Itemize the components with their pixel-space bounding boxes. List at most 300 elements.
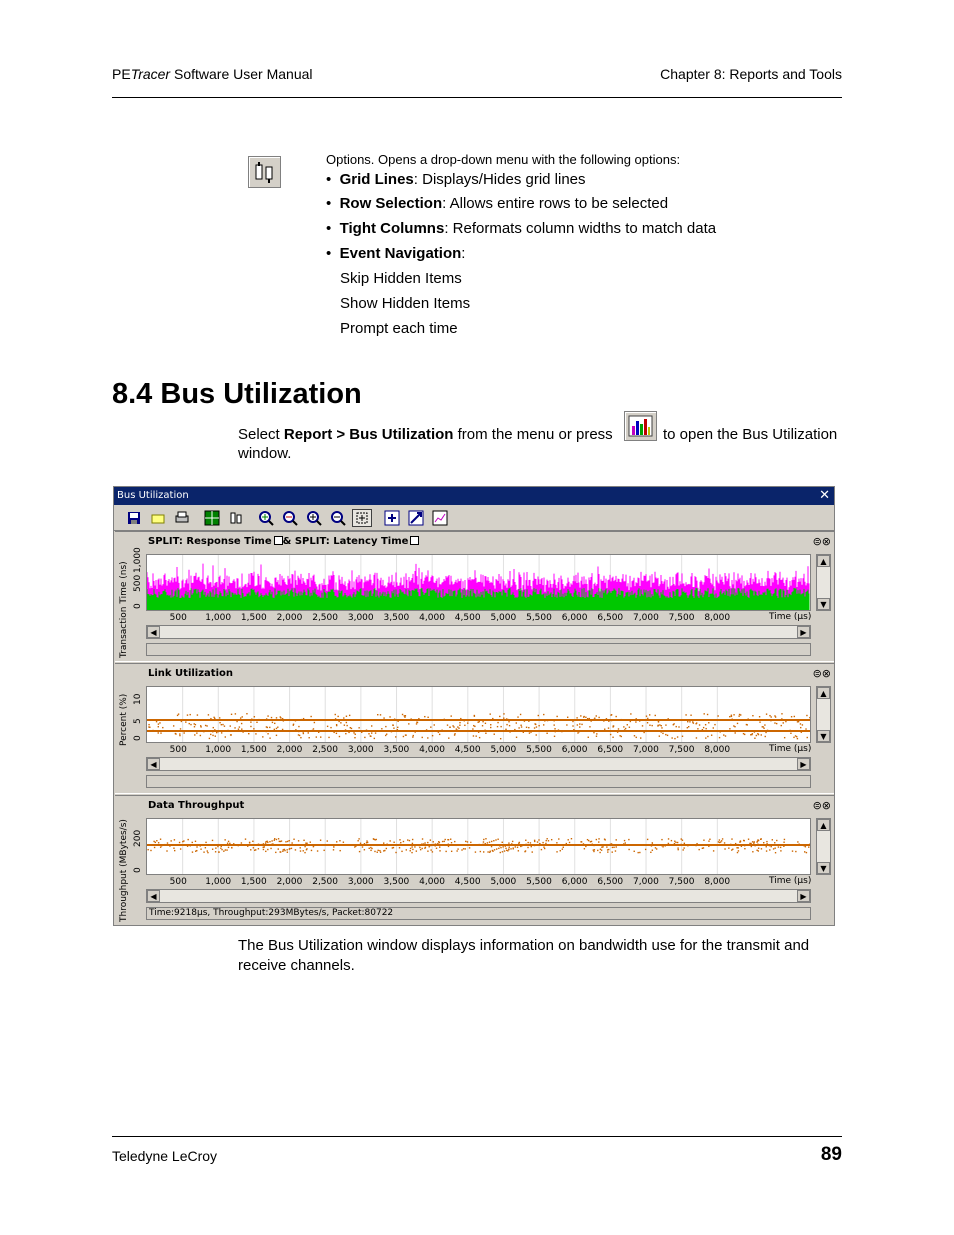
- data-point: [607, 851, 608, 852]
- data-point: [528, 727, 529, 728]
- x-tick-label: 3,500: [383, 613, 410, 623]
- data-point: [275, 852, 276, 853]
- data-point: [593, 732, 594, 733]
- data-point: [276, 717, 277, 718]
- data-point: [182, 841, 183, 842]
- options-toolbar-icon[interactable]: [226, 509, 246, 527]
- data-point: [780, 850, 781, 851]
- data-point: [430, 726, 431, 727]
- data-point: [623, 726, 624, 727]
- scroll-left-icon[interactable]: ◀: [147, 758, 160, 770]
- data-point: [284, 730, 285, 731]
- data-point: [231, 714, 232, 715]
- scroll-right-icon[interactable]: ▶: [797, 758, 810, 770]
- scroll-down-icon[interactable]: ▼: [817, 598, 830, 610]
- data-point: [192, 851, 193, 852]
- data-point: [258, 719, 259, 720]
- view-icon[interactable]: [202, 509, 222, 527]
- data-point: [658, 721, 659, 722]
- data-point: [422, 838, 423, 839]
- data-point: [179, 842, 180, 843]
- data-point: [608, 727, 609, 728]
- data-point: [608, 721, 609, 722]
- data-point: [467, 841, 468, 842]
- data-point: [385, 726, 386, 727]
- data-point: [707, 714, 708, 715]
- data-point: [254, 716, 255, 717]
- scroll-left-icon[interactable]: ◀: [147, 626, 160, 638]
- x-tick-label: 6,500: [597, 745, 624, 755]
- data-point: [451, 842, 452, 843]
- x-tick-label: 1,500: [240, 745, 267, 755]
- plot-area[interactable]: [146, 818, 811, 875]
- data-point: [515, 846, 516, 847]
- data-point: [762, 726, 763, 727]
- data-point: [665, 845, 666, 846]
- data-point: [255, 849, 256, 850]
- data-point: [173, 725, 174, 726]
- plot-svg: [147, 555, 810, 610]
- data-point: [253, 728, 254, 729]
- data-point: [159, 722, 160, 723]
- data-point: [769, 849, 770, 850]
- open-icon[interactable]: [148, 509, 168, 527]
- data-point: [328, 737, 329, 738]
- horizontal-scrollbar[interactable]: [146, 625, 811, 639]
- data-point: [246, 713, 247, 714]
- data-point: [248, 733, 249, 734]
- data-point: [366, 729, 367, 730]
- data-point: [789, 730, 790, 731]
- data-point: [510, 848, 511, 849]
- data-point: [474, 715, 475, 716]
- data-point: [395, 720, 396, 721]
- data-point: [212, 849, 213, 850]
- zoom-in-x-icon[interactable]: [304, 509, 324, 527]
- data-point: [429, 846, 430, 847]
- vertical-scrollbar[interactable]: [816, 686, 831, 743]
- print-icon[interactable]: [172, 509, 192, 527]
- data-point: [598, 717, 599, 718]
- data-point: [801, 732, 802, 733]
- data-point: [377, 852, 378, 853]
- data-point: [364, 843, 365, 844]
- data-point: [724, 842, 725, 843]
- scroll-right-icon[interactable]: ▶: [797, 626, 810, 638]
- data-point: [555, 731, 556, 732]
- plot-svg: [147, 687, 810, 742]
- data-point: [610, 734, 611, 735]
- data-point: [412, 849, 413, 850]
- data-point: [370, 735, 371, 736]
- data-point: [156, 840, 157, 841]
- data-point: [752, 733, 753, 734]
- data-point: [430, 839, 431, 840]
- data-point: [671, 840, 672, 841]
- data-point: [566, 724, 567, 725]
- data-point: [682, 736, 683, 737]
- data-point: [730, 844, 731, 845]
- data-point: [265, 842, 266, 843]
- data-point: [424, 842, 425, 843]
- scroll-left-icon[interactable]: ◀: [147, 890, 160, 902]
- data-point: [625, 728, 626, 729]
- data-point: [266, 726, 267, 727]
- data-point: [267, 733, 268, 734]
- plot-svg: [147, 819, 810, 874]
- data-point: [684, 719, 685, 720]
- data-point: [661, 845, 662, 846]
- data-point: [305, 843, 306, 844]
- horizontal-scrollbar[interactable]: [146, 757, 811, 771]
- data-point: [238, 845, 239, 846]
- data-point: [303, 733, 304, 734]
- data-point: [411, 852, 412, 853]
- data-point: [517, 716, 518, 717]
- data-point: [411, 846, 412, 847]
- data-point: [642, 730, 643, 731]
- data-point: [503, 717, 504, 718]
- data-point: [780, 847, 781, 848]
- data-point: [587, 718, 588, 719]
- fit-icon[interactable]: [382, 509, 402, 527]
- panel-controls[interactable]: ⊜⊗: [812, 799, 831, 812]
- data-point: [317, 850, 318, 851]
- data-point: [299, 735, 300, 736]
- data-point: [670, 731, 671, 732]
- data-point: [543, 846, 544, 847]
- data-point: [492, 851, 493, 852]
- data-point: [655, 847, 656, 848]
- data-point: [766, 713, 767, 714]
- data-point: [320, 840, 321, 841]
- data-point: [806, 852, 807, 853]
- data-point: [459, 731, 460, 732]
- data-point: [439, 734, 440, 735]
- data-point: [705, 728, 706, 729]
- data-point: [611, 843, 612, 844]
- data-point: [241, 728, 242, 729]
- data-point: [507, 719, 508, 720]
- close-icon[interactable]: ✕: [819, 488, 830, 503]
- data-point: [577, 732, 578, 733]
- scroll-down-icon[interactable]: ▼: [817, 862, 830, 874]
- data-point: [432, 851, 433, 852]
- data-point: [738, 715, 739, 716]
- scroll-up-icon[interactable]: ▲: [817, 555, 830, 567]
- vertical-scrollbar[interactable]: [816, 554, 831, 611]
- data-point: [177, 715, 178, 716]
- data-point: [529, 732, 530, 733]
- panel-controls[interactable]: ⊜⊗: [812, 535, 831, 548]
- data-point: [512, 841, 513, 842]
- data-point: [624, 840, 625, 841]
- data-point: [392, 725, 393, 726]
- data-point: [404, 715, 405, 716]
- data-point: [647, 722, 648, 723]
- data-point: [774, 722, 775, 723]
- data-point: [781, 718, 782, 719]
- data-point: [276, 839, 277, 840]
- data-point: [215, 735, 216, 736]
- data-point: [413, 735, 414, 736]
- data-point: [158, 842, 159, 843]
- data-point: [267, 715, 268, 716]
- data-point: [403, 841, 404, 842]
- data-point: [497, 726, 498, 727]
- data-point: [422, 737, 423, 738]
- data-point: [450, 839, 451, 840]
- data-point: [282, 718, 283, 719]
- data-point: [707, 736, 708, 737]
- data-point: [373, 838, 374, 839]
- data-point: [303, 718, 304, 719]
- collapse-icon[interactable]: [410, 536, 419, 545]
- data-point: [615, 850, 616, 851]
- data-point: [483, 839, 484, 840]
- data-point: [183, 844, 184, 845]
- scroll-up-icon[interactable]: ▲: [817, 687, 830, 699]
- data-point: [223, 850, 224, 851]
- data-point: [497, 839, 498, 840]
- data-point: [677, 842, 678, 843]
- data-point: [758, 734, 759, 735]
- data-point: [291, 842, 292, 843]
- data-point: [708, 722, 709, 723]
- data-point: [791, 716, 792, 717]
- graph-icon[interactable]: [430, 509, 450, 527]
- panel-controls[interactable]: ⊜⊗: [812, 667, 831, 680]
- data-point: [651, 845, 652, 846]
- data-point: [235, 713, 236, 714]
- data-point: [660, 731, 661, 732]
- data-point: [744, 848, 745, 849]
- data-point: [500, 726, 501, 727]
- data-point: [722, 838, 723, 839]
- data-point: [348, 732, 349, 733]
- data-point: [645, 849, 646, 850]
- x-tick-label: 7,500: [668, 745, 695, 755]
- data-point: [606, 730, 607, 731]
- scroll-up-icon[interactable]: ▲: [817, 819, 830, 831]
- save-icon[interactable]: [124, 509, 144, 527]
- data-point: [371, 848, 372, 849]
- data-point: [339, 736, 340, 737]
- x-tick-label: 5,000: [490, 613, 517, 623]
- data-point: [220, 719, 221, 720]
- data-point: [569, 842, 570, 843]
- data-point: [720, 841, 721, 842]
- data-point: [751, 846, 752, 847]
- data-point: [598, 838, 599, 839]
- select-icon[interactable]: [352, 509, 372, 527]
- data-point: [397, 727, 398, 728]
- data-point: [206, 725, 207, 726]
- data-point: [314, 722, 315, 723]
- y-axis-label: Throughput (MBytes/s): [119, 819, 129, 922]
- data-point: [298, 726, 299, 727]
- data-point: [703, 727, 704, 728]
- data-point: [667, 735, 668, 736]
- data-point: [221, 724, 222, 725]
- scroll-right-icon[interactable]: ▶: [797, 890, 810, 902]
- data-point: [525, 840, 526, 841]
- data-point: [509, 847, 510, 848]
- data-point: [487, 842, 488, 843]
- data-point: [652, 850, 653, 851]
- data-point: [435, 845, 436, 846]
- data-point: [494, 849, 495, 850]
- data-point: [639, 852, 640, 853]
- data-point: [577, 724, 578, 725]
- data-point: [525, 844, 526, 845]
- data-point: [784, 737, 785, 738]
- status-bar: Time:9218µs, Throughput:293MBytes/s, Packet:80722: [146, 907, 811, 920]
- data-point: [337, 716, 338, 717]
- data-point: [469, 847, 470, 848]
- data-point: [689, 721, 690, 722]
- scroll-down-icon[interactable]: ▼: [817, 730, 830, 742]
- data-point: [249, 842, 250, 843]
- data-point: [784, 839, 785, 840]
- data-point: [310, 716, 311, 717]
- data-point: [242, 731, 243, 732]
- data-point: [494, 730, 495, 731]
- data-point: [795, 851, 796, 852]
- data-point: [623, 843, 624, 844]
- header-chapter: Chapter 8: Reports and Tools: [660, 66, 842, 82]
- data-point: [709, 839, 710, 840]
- data-point: [263, 849, 264, 850]
- data-point: [616, 839, 617, 840]
- data-point: [479, 737, 480, 738]
- x-tick-label: 1,500: [240, 613, 267, 623]
- x-unit-label: Time (µs): [769, 744, 812, 754]
- data-point: [475, 851, 476, 852]
- zoom-in-icon[interactable]: [256, 509, 276, 527]
- data-point: [739, 714, 740, 715]
- data-point: [427, 850, 428, 851]
- data-point: [642, 725, 643, 726]
- data-point: [210, 730, 211, 731]
- data-point: [449, 727, 450, 728]
- data-point: [454, 841, 455, 842]
- data-point: [651, 725, 652, 726]
- zoom-out-icon[interactable]: [280, 509, 300, 527]
- data-point: [578, 731, 579, 732]
- plot-area[interactable]: [146, 686, 811, 743]
- data-point: [301, 719, 302, 720]
- data-point: [430, 849, 431, 850]
- collapse-icon[interactable]: [274, 536, 283, 545]
- data-point: [509, 725, 510, 726]
- y-axis-label: Transaction Time (ns): [119, 561, 129, 658]
- data-point: [208, 714, 209, 715]
- data-point: [197, 714, 198, 715]
- data-point: [340, 722, 341, 723]
- data-point: [455, 845, 456, 846]
- x-tick-label: 5,500: [526, 613, 552, 623]
- options-intro: Options. Opens a drop-down menu with the following options:: [326, 152, 681, 167]
- data-point: [752, 841, 753, 842]
- data-point: [553, 720, 554, 721]
- data-point: [250, 721, 251, 722]
- data-point: [370, 850, 371, 851]
- data-point: [280, 716, 281, 717]
- data-point: [603, 720, 604, 721]
- data-point: [276, 728, 277, 729]
- data-point: [210, 718, 211, 719]
- data-point: [255, 733, 256, 734]
- data-point: [154, 847, 155, 848]
- data-point: [190, 845, 191, 846]
- x-tick-label: 8,000: [704, 877, 731, 887]
- plot-area[interactable]: [146, 554, 811, 611]
- data-point: [792, 850, 793, 851]
- data-point: [766, 850, 767, 851]
- x-tick-label: 7,000: [633, 877, 659, 887]
- data-point: [295, 729, 296, 730]
- data-point: [289, 848, 290, 849]
- data-point: [303, 850, 304, 851]
- data-point: [448, 737, 449, 738]
- data-point: [383, 717, 384, 718]
- data-point: [210, 734, 211, 735]
- data-point: [333, 846, 334, 847]
- data-point: [628, 839, 629, 840]
- data-point: [654, 844, 655, 845]
- data-point: [538, 839, 539, 840]
- options-icon: [248, 156, 281, 188]
- data-point: [362, 846, 363, 847]
- data-point: [345, 729, 346, 730]
- data-point: [463, 848, 464, 849]
- data-point: [668, 838, 669, 839]
- data-point: [335, 718, 336, 719]
- data-point: [793, 737, 794, 738]
- data-point: [433, 844, 434, 845]
- data-point: [524, 720, 525, 721]
- data-point: [703, 847, 704, 848]
- data-point: [578, 719, 579, 720]
- horizontal-scrollbar[interactable]: [146, 889, 811, 903]
- data-point: [351, 728, 352, 729]
- expand-icon[interactable]: [406, 509, 426, 527]
- vertical-scrollbar[interactable]: [816, 818, 831, 875]
- window-toolbar: [114, 505, 834, 531]
- x-tick-label: 2,000: [276, 745, 303, 755]
- bullet-grid-lines: • Grid Lines: Displays/Hides grid lines: [326, 171, 586, 188]
- data-point: [590, 720, 591, 721]
- data-point: [284, 849, 285, 850]
- data-point: [364, 737, 365, 738]
- x-tick-label: 4,500: [454, 745, 481, 755]
- data-point: [424, 848, 425, 849]
- data-point: [220, 848, 221, 849]
- panel-title: SPLIT: Response Time & SPLIT: Latency Time: [148, 536, 419, 547]
- data-point: [451, 851, 452, 852]
- zoom-out-x-icon[interactable]: [328, 509, 348, 527]
- data-point: [518, 850, 519, 851]
- data-point: [659, 724, 660, 725]
- data-point: [491, 841, 492, 842]
- data-point: [719, 839, 720, 840]
- data-point: [456, 850, 457, 851]
- data-point: [192, 842, 193, 843]
- data-point: [572, 721, 573, 722]
- data-point: [480, 851, 481, 852]
- x-tick-label: 5,500: [526, 877, 552, 887]
